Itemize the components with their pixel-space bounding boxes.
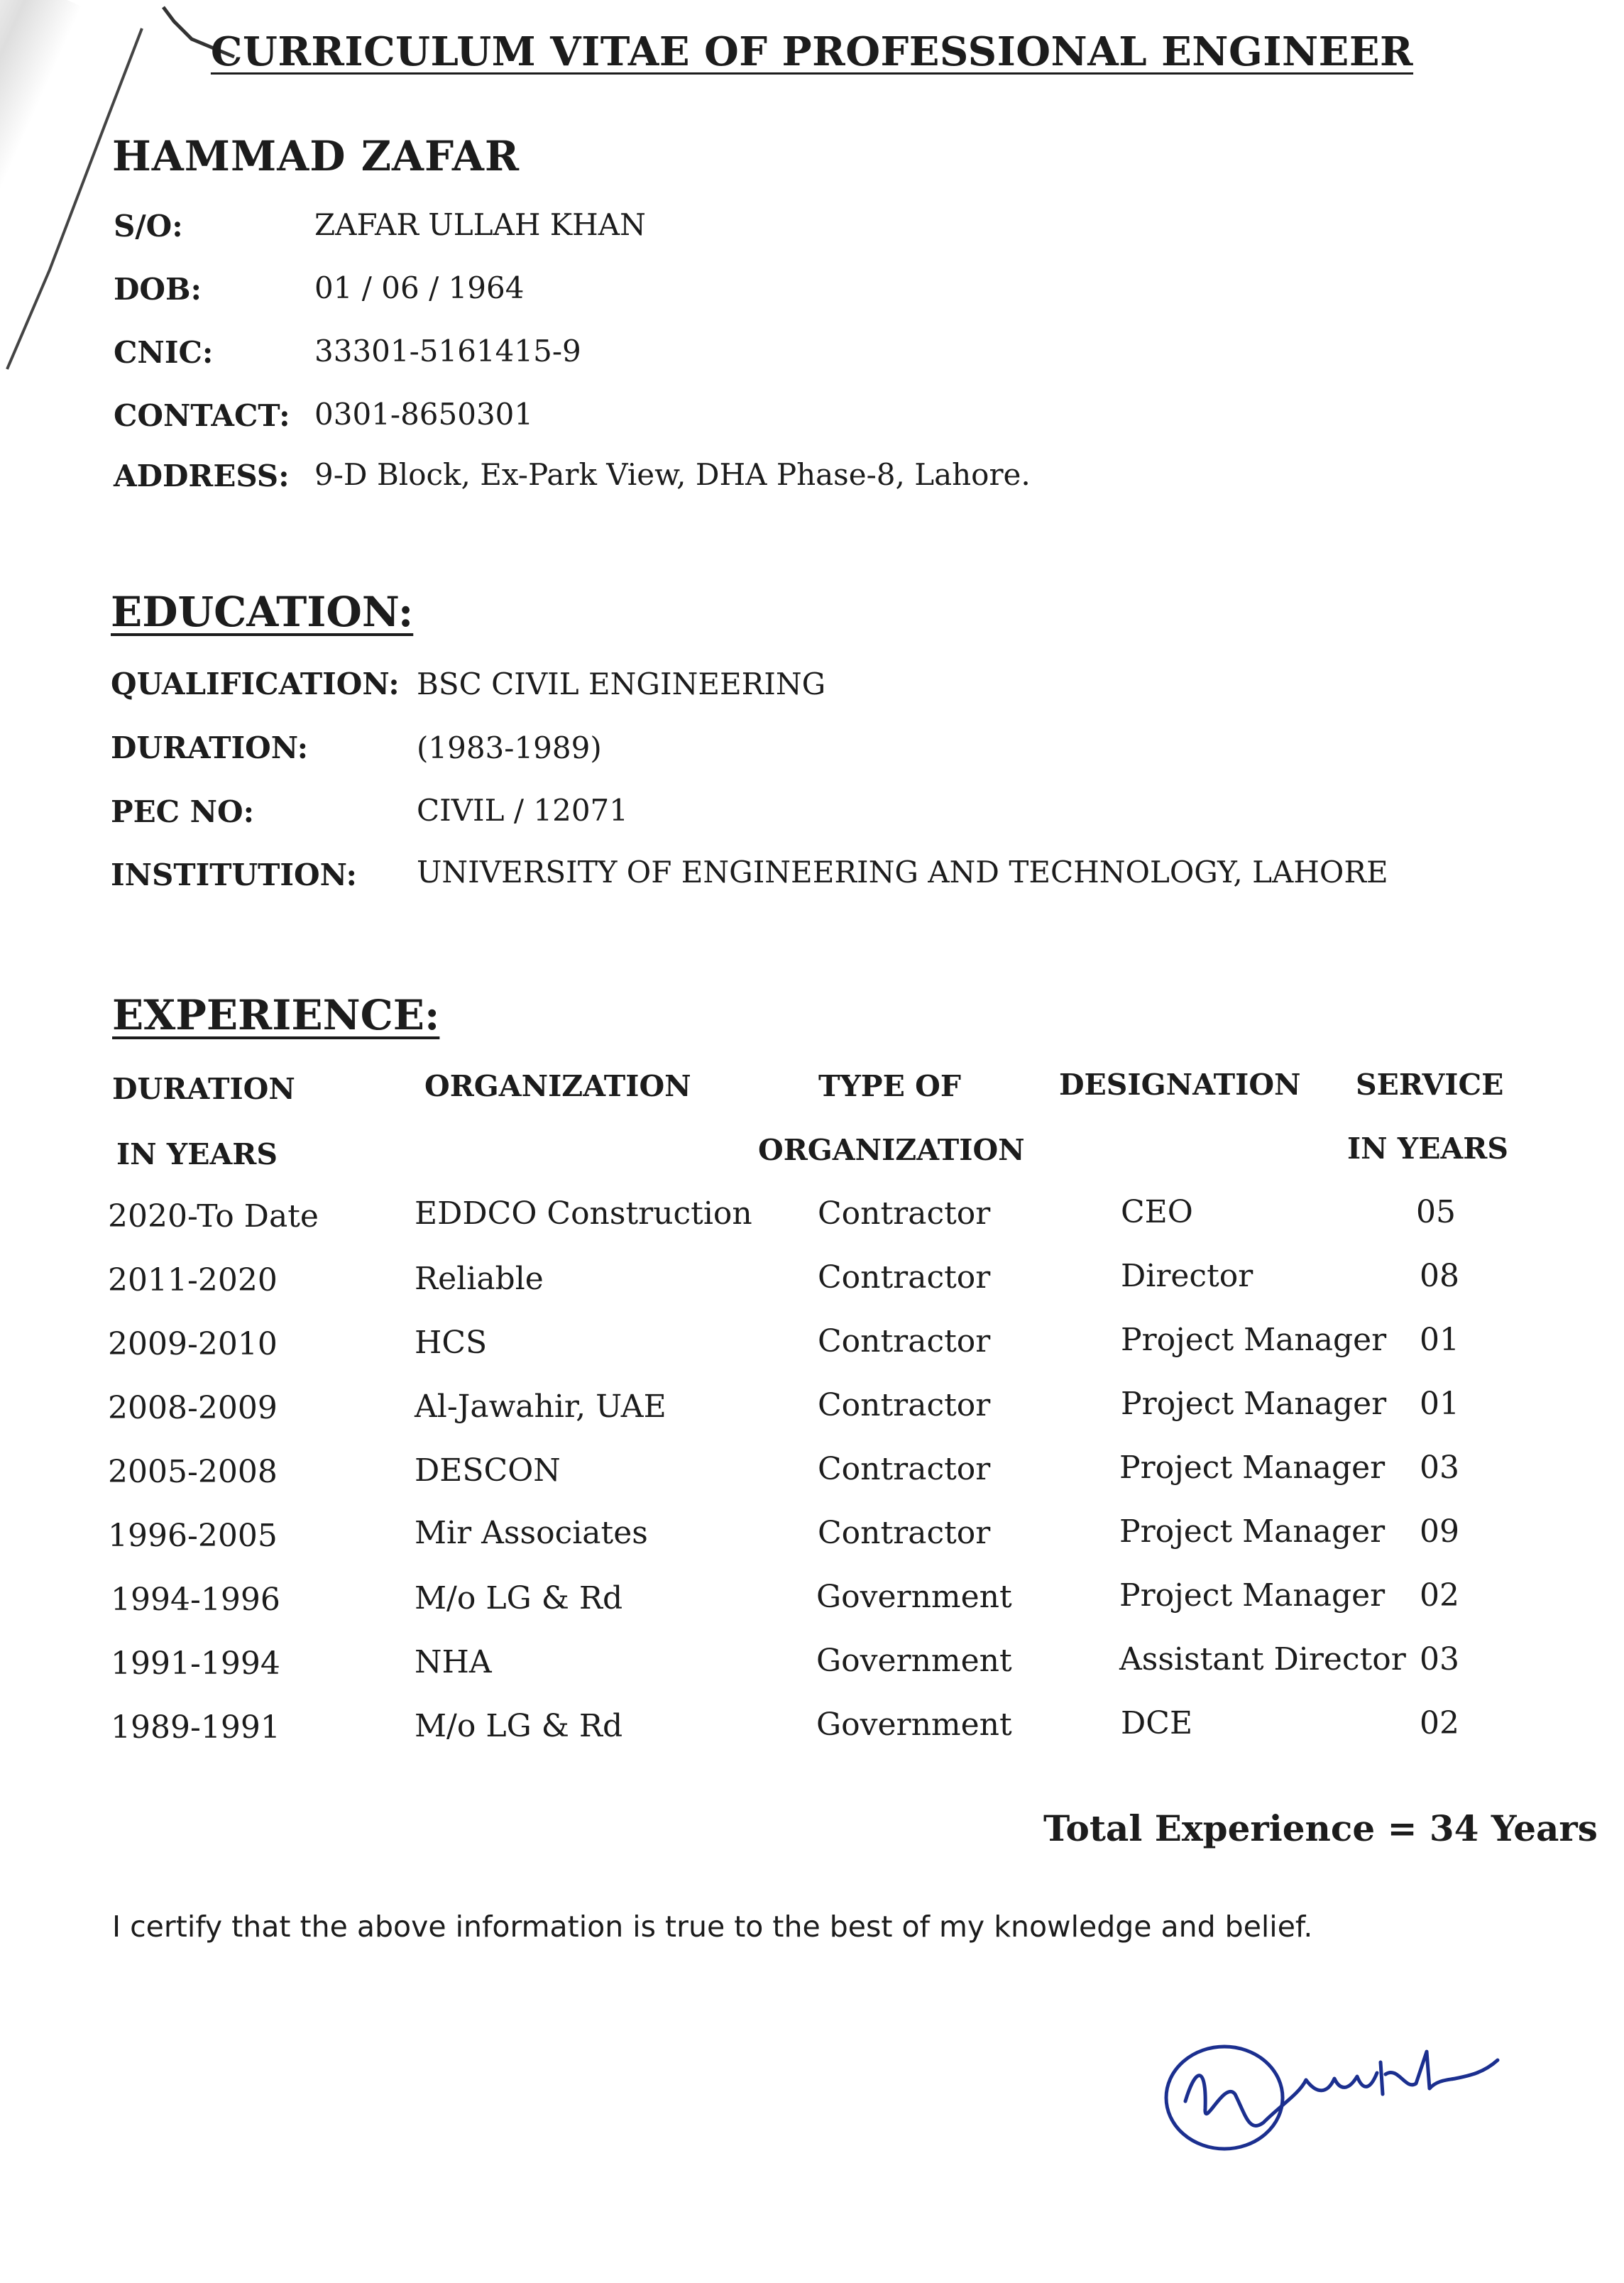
row-duration: 1994-1996 — [111, 1582, 280, 1618]
row-duration: 1991-1994 — [111, 1646, 280, 1682]
pec-no-value: CIVIL / 12071 — [417, 793, 628, 828]
header-type-line1: TYPE OF — [818, 1069, 961, 1103]
header-service-line1: SERVICE — [1356, 1068, 1504, 1102]
row-service: 02 — [1420, 1577, 1459, 1614]
row-duration: 1996-2005 — [108, 1518, 278, 1554]
row-designation: Project Manager — [1119, 1450, 1386, 1486]
qualification-value: BSC CIVIL ENGINEERING — [417, 667, 826, 701]
row-organization: Mir Associates — [415, 1515, 648, 1551]
row-service: 02 — [1420, 1705, 1459, 1741]
father-name-label: S/O: — [114, 209, 183, 243]
row-designation: Project Manager — [1121, 1386, 1387, 1422]
address-value: 9-D Block, Ex-Park View, DHA Phase-8, Lahore. — [314, 457, 1031, 492]
row-organization: Al-Jawahir, UAE — [415, 1389, 666, 1425]
row-type: Contractor — [818, 1451, 991, 1487]
qualification-label: QUALIFICATION: — [111, 667, 400, 701]
row-organization: Reliable — [415, 1261, 544, 1297]
row-duration: 2011-2020 — [108, 1262, 278, 1298]
institution-value: UNIVERSITY OF ENGINEERING AND TECHNOLOGY, LAHORE — [417, 855, 1388, 889]
signature — [1157, 2023, 1526, 2165]
header-designation: DESIGNATION — [1059, 1068, 1301, 1102]
row-designation: Project Manager — [1121, 1322, 1387, 1358]
header-service-line2: IN YEARS — [1347, 1132, 1508, 1166]
document-title: CURRICULUM VITAE OF PROFESSIONAL ENGINEER — [210, 28, 1414, 75]
row-designation: CEO — [1121, 1194, 1193, 1230]
header-organization: ORGANIZATION — [424, 1069, 691, 1103]
education-heading: EDUCATION: — [111, 588, 414, 636]
row-organization: HCS — [415, 1325, 488, 1361]
duration-label: DURATION: — [111, 730, 309, 765]
row-service: 05 — [1416, 1194, 1456, 1230]
row-service: 01 — [1420, 1386, 1459, 1422]
row-type: Contractor — [818, 1387, 991, 1423]
row-designation: Project Manager — [1119, 1513, 1386, 1550]
certification-statement: I certify that the above information is true to the best of my knowledge and belief. — [112, 1910, 1313, 1944]
row-type: Contractor — [818, 1259, 991, 1296]
row-duration: 1989-1991 — [111, 1709, 280, 1746]
row-type: Contractor — [818, 1195, 991, 1232]
row-organization: EDDCO Construction — [415, 1195, 752, 1232]
row-duration: 2008-2009 — [108, 1390, 278, 1426]
header-type-line2: ORGANIZATION — [758, 1133, 1025, 1167]
candidate-name: HAMMAD ZAFAR — [112, 132, 520, 180]
contact-value: 0301-8650301 — [314, 397, 534, 432]
row-duration: 2020-To Date — [108, 1198, 319, 1234]
row-designation: DCE — [1121, 1705, 1193, 1741]
row-service: 03 — [1420, 1641, 1459, 1677]
institution-label: INSTITUTION: — [111, 858, 358, 892]
row-type: Government — [816, 1579, 1012, 1615]
pec-no-label: PEC NO: — [111, 794, 255, 829]
row-designation: Project Manager — [1119, 1577, 1386, 1614]
row-service: 01 — [1420, 1322, 1459, 1358]
row-service: 08 — [1420, 1258, 1459, 1294]
row-type: Contractor — [818, 1323, 991, 1359]
row-service: 03 — [1420, 1450, 1459, 1486]
father-name-value: ZAFAR ULLAH KHAN — [314, 207, 646, 242]
row-organization: NHA — [415, 1644, 492, 1680]
row-organization: DESCON — [415, 1452, 561, 1489]
contact-label: CONTACT: — [114, 398, 290, 433]
cnic-label: CNIC: — [114, 335, 214, 370]
row-designation: Director — [1121, 1258, 1253, 1294]
header-duration-line1: DURATION — [112, 1072, 295, 1106]
dob-label: DOB: — [114, 272, 202, 307]
address-label: ADDRESS: — [114, 459, 290, 493]
total-experience: Total Experience = 34 Years — [1043, 1807, 1598, 1849]
header-duration-line2: IN YEARS — [116, 1137, 278, 1171]
row-type: Government — [816, 1643, 1012, 1679]
cnic-value: 33301-5161415-9 — [314, 334, 581, 368]
row-organization: M/o LG & Rd — [415, 1580, 623, 1616]
row-type: Government — [816, 1707, 1012, 1743]
row-duration: 2005-2008 — [108, 1454, 278, 1490]
experience-heading: EXPERIENCE: — [112, 991, 440, 1039]
row-designation: Assistant Director — [1119, 1641, 1406, 1677]
row-duration: 2009-2010 — [108, 1326, 278, 1362]
row-type: Contractor — [818, 1515, 991, 1551]
row-organization: M/o LG & Rd — [415, 1708, 623, 1744]
row-service: 09 — [1420, 1513, 1459, 1550]
dob-value: 01 / 06 / 1964 — [314, 270, 525, 305]
duration-value: (1983-1989) — [417, 730, 602, 765]
